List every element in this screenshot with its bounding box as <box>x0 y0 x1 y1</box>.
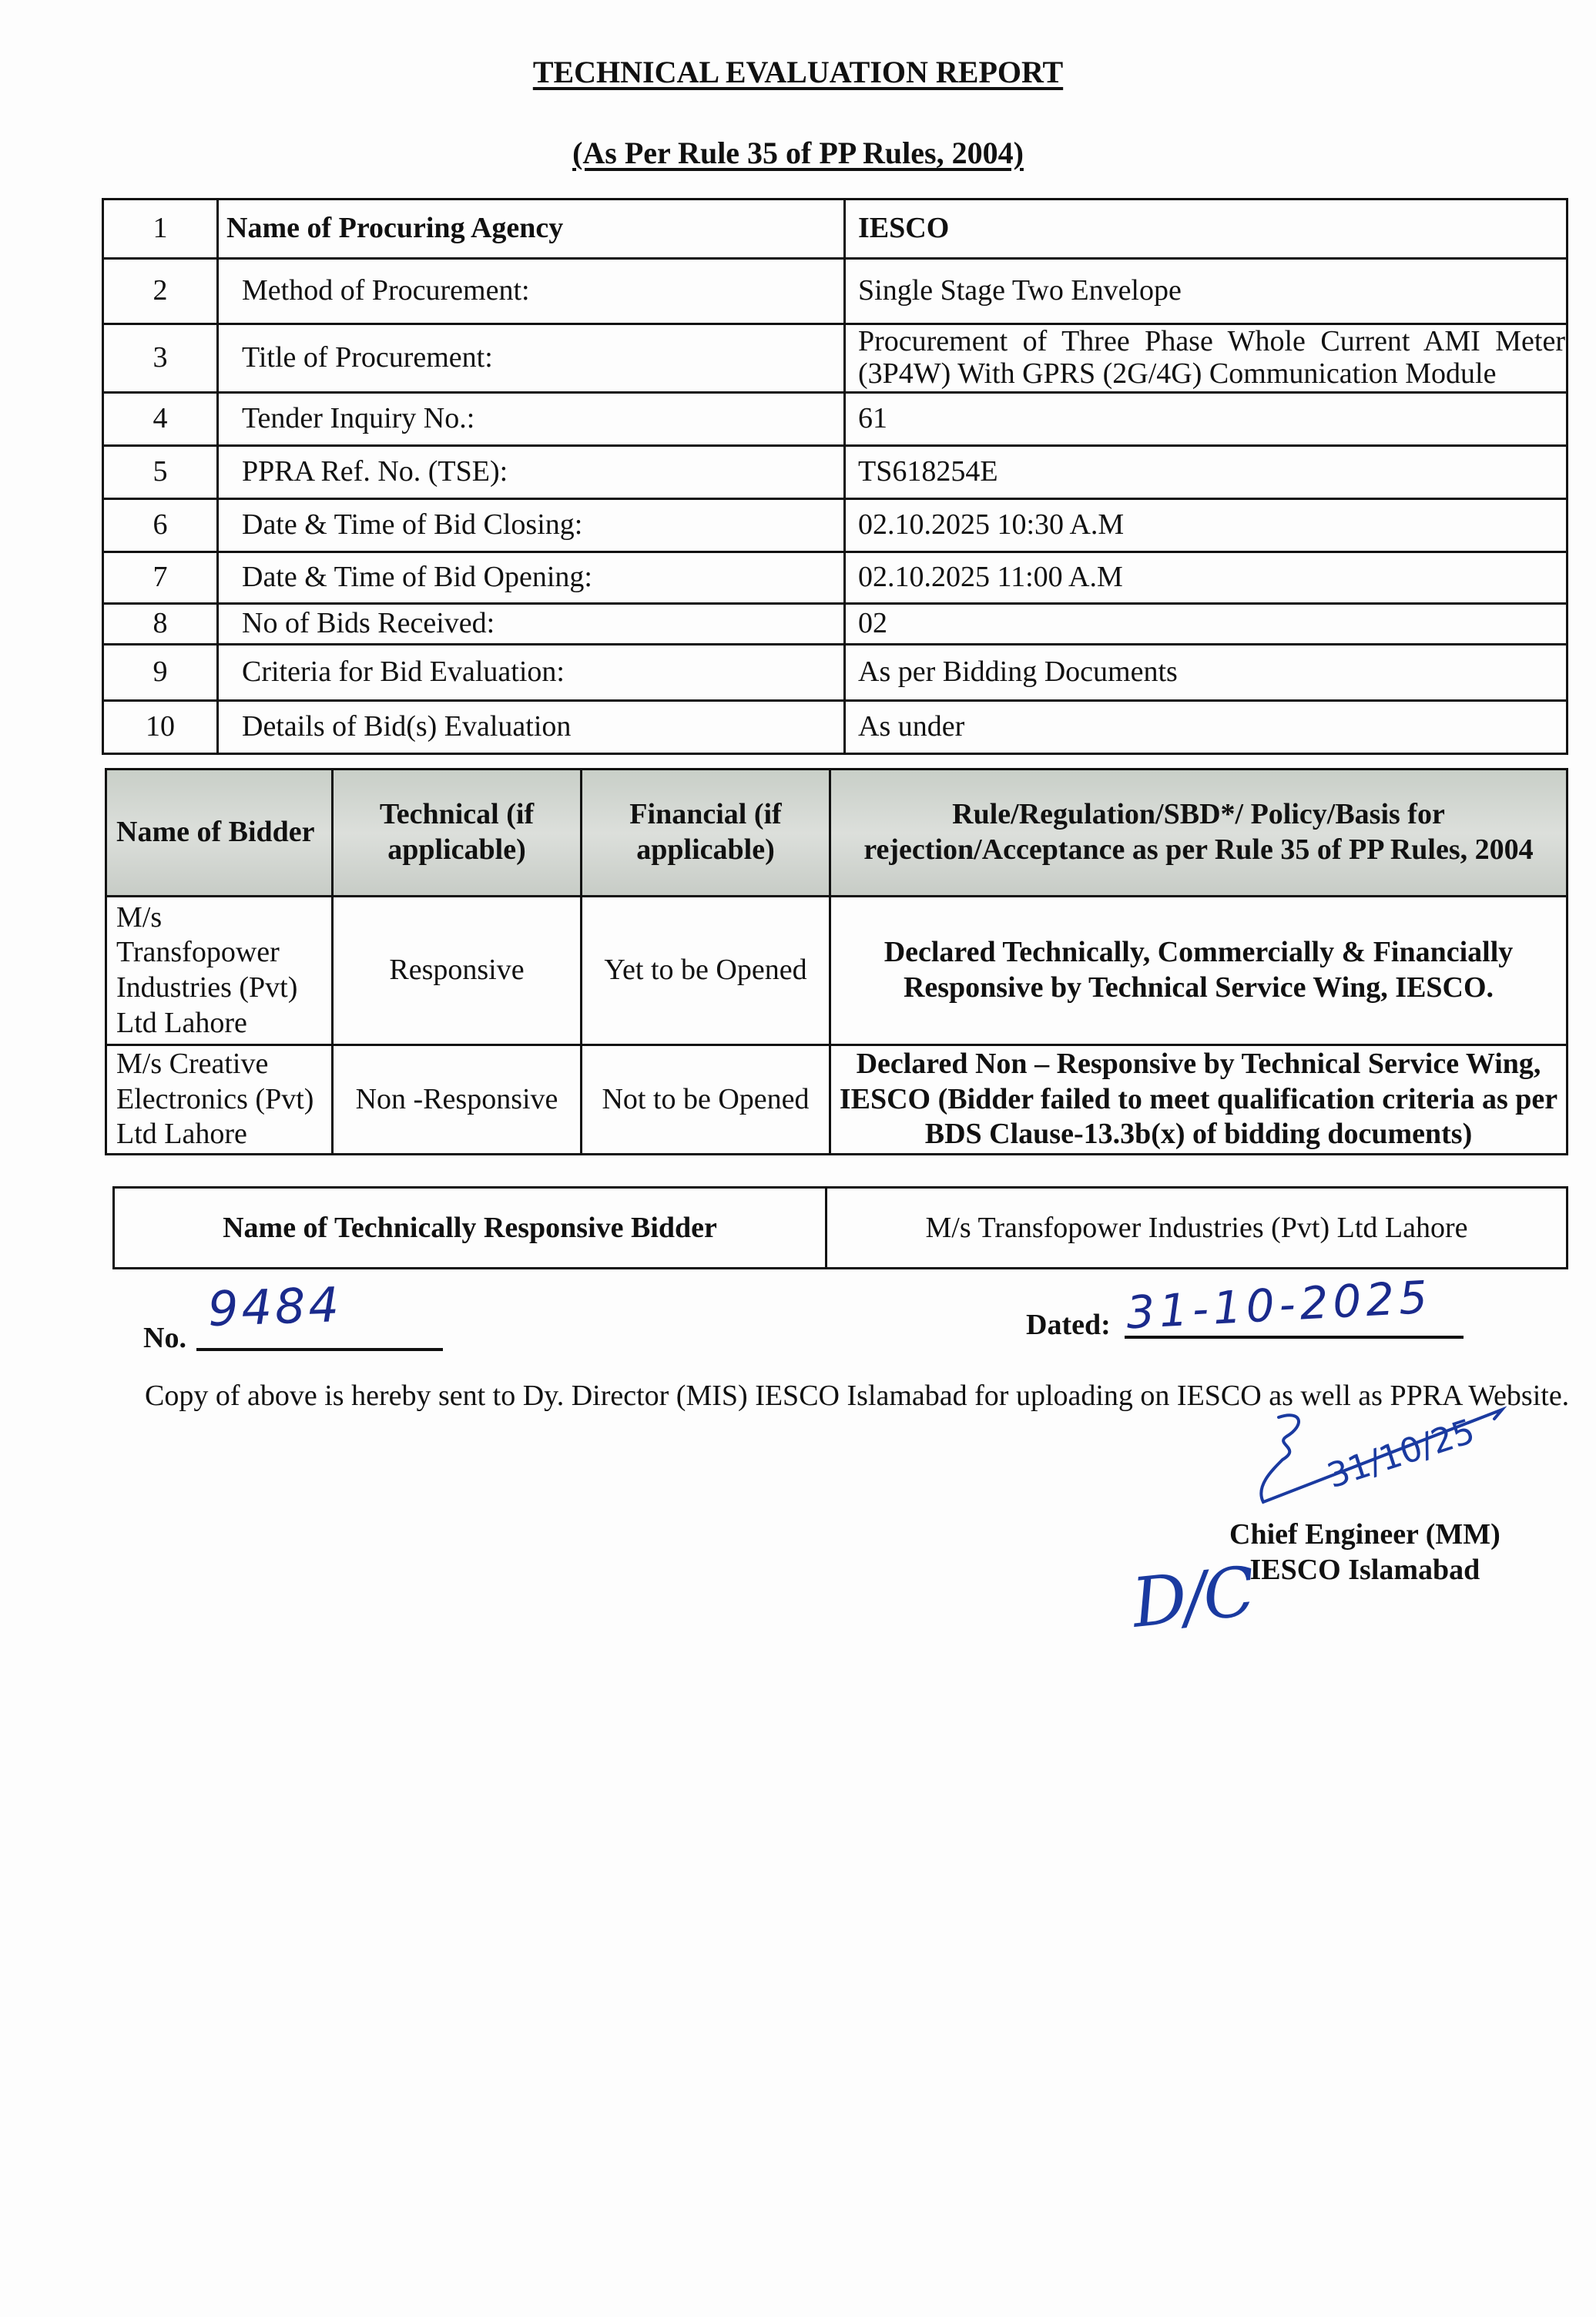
technical-status: Non -Responsive <box>333 1045 582 1155</box>
row-label: Criteria for Bid Evaluation: <box>218 644 845 700</box>
signature-date-handwritten: 31/10/25 <box>1322 1411 1480 1497</box>
row-value: 02 <box>845 603 1568 644</box>
row-number: 2 <box>103 259 218 324</box>
row-label: Date & Time of Bid Closing: <box>218 498 845 552</box>
financial-status: Yet to be Opened <box>582 897 830 1045</box>
info-row <box>103 552 1568 603</box>
header-rule-basis: Rule/Regulation/SBD*/ Policy/Basis for rejection/Acceptance as per Rule 35 of PP Rules, 2004 <box>830 770 1568 897</box>
rule-basis: Declared Technically, Commercially & Financially Responsive by Technical Service Wing, IESCO. <box>830 897 1568 1045</box>
info-row <box>103 603 1568 644</box>
header-technical: Technical (if applicable) <box>333 770 582 897</box>
initials-handwritten: D/C <box>1128 1551 1256 1643</box>
financial-status: Not to be Opened <box>582 1045 830 1155</box>
row-value: IESCO <box>845 200 1568 259</box>
designation-line-1: Chief Engineer (MM) <box>1229 1518 1500 1551</box>
info-row <box>103 259 1568 324</box>
row-number: 6 <box>103 498 218 552</box>
row-label: Details of Bid(s) Evaluation <box>218 700 845 753</box>
reference-number-handwritten: 9484 <box>206 1276 344 1338</box>
row-value: 61 <box>845 392 1568 445</box>
header-financial: Financial (if applicable) <box>582 770 830 897</box>
reference-number-label: No. <box>143 1322 186 1354</box>
responsive-bidder-table <box>112 1186 1568 1269</box>
bidder-name: M/s Transfopower Industries (Pvt) Ltd Lahore <box>106 897 333 1045</box>
row-label: PPRA Ref. No. (TSE): <box>218 445 845 498</box>
row-value: Procurement of Three Phase Whole Current AMI Meter (3P4W) With GPRS (2G/4G) Communication Module <box>845 324 1568 393</box>
info-row <box>103 445 1568 498</box>
row-number: 7 <box>103 552 218 603</box>
report-title-text: TECHNICAL EVALUATION REPORT <box>532 55 1064 89</box>
technical-status: Responsive <box>333 897 582 1045</box>
table-row <box>114 1188 1568 1269</box>
rule-basis: Declared Non – Responsive by Technical Service Wing, IESCO (Bidder failed to meet qualification criteria as per BDS Clause-13.3b(x) of bidding documents) <box>830 1045 1568 1155</box>
designation-line-2: IESCO Islamabad <box>1249 1553 1480 1586</box>
info-row <box>103 392 1568 445</box>
reference-number-underline <box>196 1348 443 1351</box>
row-number: 4 <box>103 392 218 445</box>
row-label: Method of Procurement: <box>218 259 845 324</box>
info-row <box>103 644 1568 700</box>
row-label: Tender Inquiry No.: <box>218 392 845 445</box>
row-label: Title of Procurement: <box>218 324 845 393</box>
row-number: 8 <box>103 603 218 644</box>
procurement-info-table <box>102 198 1568 755</box>
report-title <box>0 54 1596 90</box>
signatory-designation <box>1229 1517 1500 1588</box>
info-row <box>103 700 1568 753</box>
dated-handwritten: 31-10-2025 <box>1125 1270 1433 1340</box>
responsive-bidder-value: M/s Transfopower Industries (Pvt) Ltd Lahore <box>826 1188 1568 1269</box>
table-row <box>106 897 1568 1045</box>
row-number: 9 <box>103 644 218 700</box>
row-value: TS618254E <box>845 445 1568 498</box>
responsive-bidder-label: Name of Technically Responsive Bidder <box>114 1188 826 1269</box>
copy-forward-text: Copy of above is hereby sent to Dy. Director (MIS) IESCO Islamabad for uploading on IESCO as well as PPRA Website. <box>145 1380 1570 1412</box>
row-value: As per Bidding Documents <box>845 644 1568 700</box>
table-header-row <box>106 770 1568 897</box>
table-row <box>106 1045 1568 1155</box>
info-row <box>103 200 1568 259</box>
report-subtitle-text: (As Per Rule 35 of PP Rules, 2004) <box>572 136 1024 170</box>
row-number: 10 <box>103 700 218 753</box>
report-subtitle <box>0 135 1596 171</box>
dated-label: Dated: <box>1026 1309 1111 1341</box>
row-value: Single Stage Two Envelope <box>845 259 1568 324</box>
row-value: 02.10.2025 10:30 A.M <box>845 498 1568 552</box>
header-bidder-name: Name of Bidder <box>106 770 333 897</box>
bid-evaluation-table <box>105 768 1568 1155</box>
info-row <box>103 498 1568 552</box>
row-value: 02.10.2025 11:00 A.M <box>845 552 1568 603</box>
row-label: Date & Time of Bid Opening: <box>218 552 845 603</box>
row-number: 1 <box>103 200 218 259</box>
row-value: As under <box>845 700 1568 753</box>
info-row <box>103 324 1568 393</box>
row-label: No of Bids Received: <box>218 603 845 644</box>
row-number: 3 <box>103 324 218 393</box>
bidder-name: M/s Creative Electronics (Pvt) Ltd Lahore <box>106 1045 333 1155</box>
row-number: 5 <box>103 445 218 498</box>
row-label: Name of Procuring Agency <box>218 200 845 259</box>
